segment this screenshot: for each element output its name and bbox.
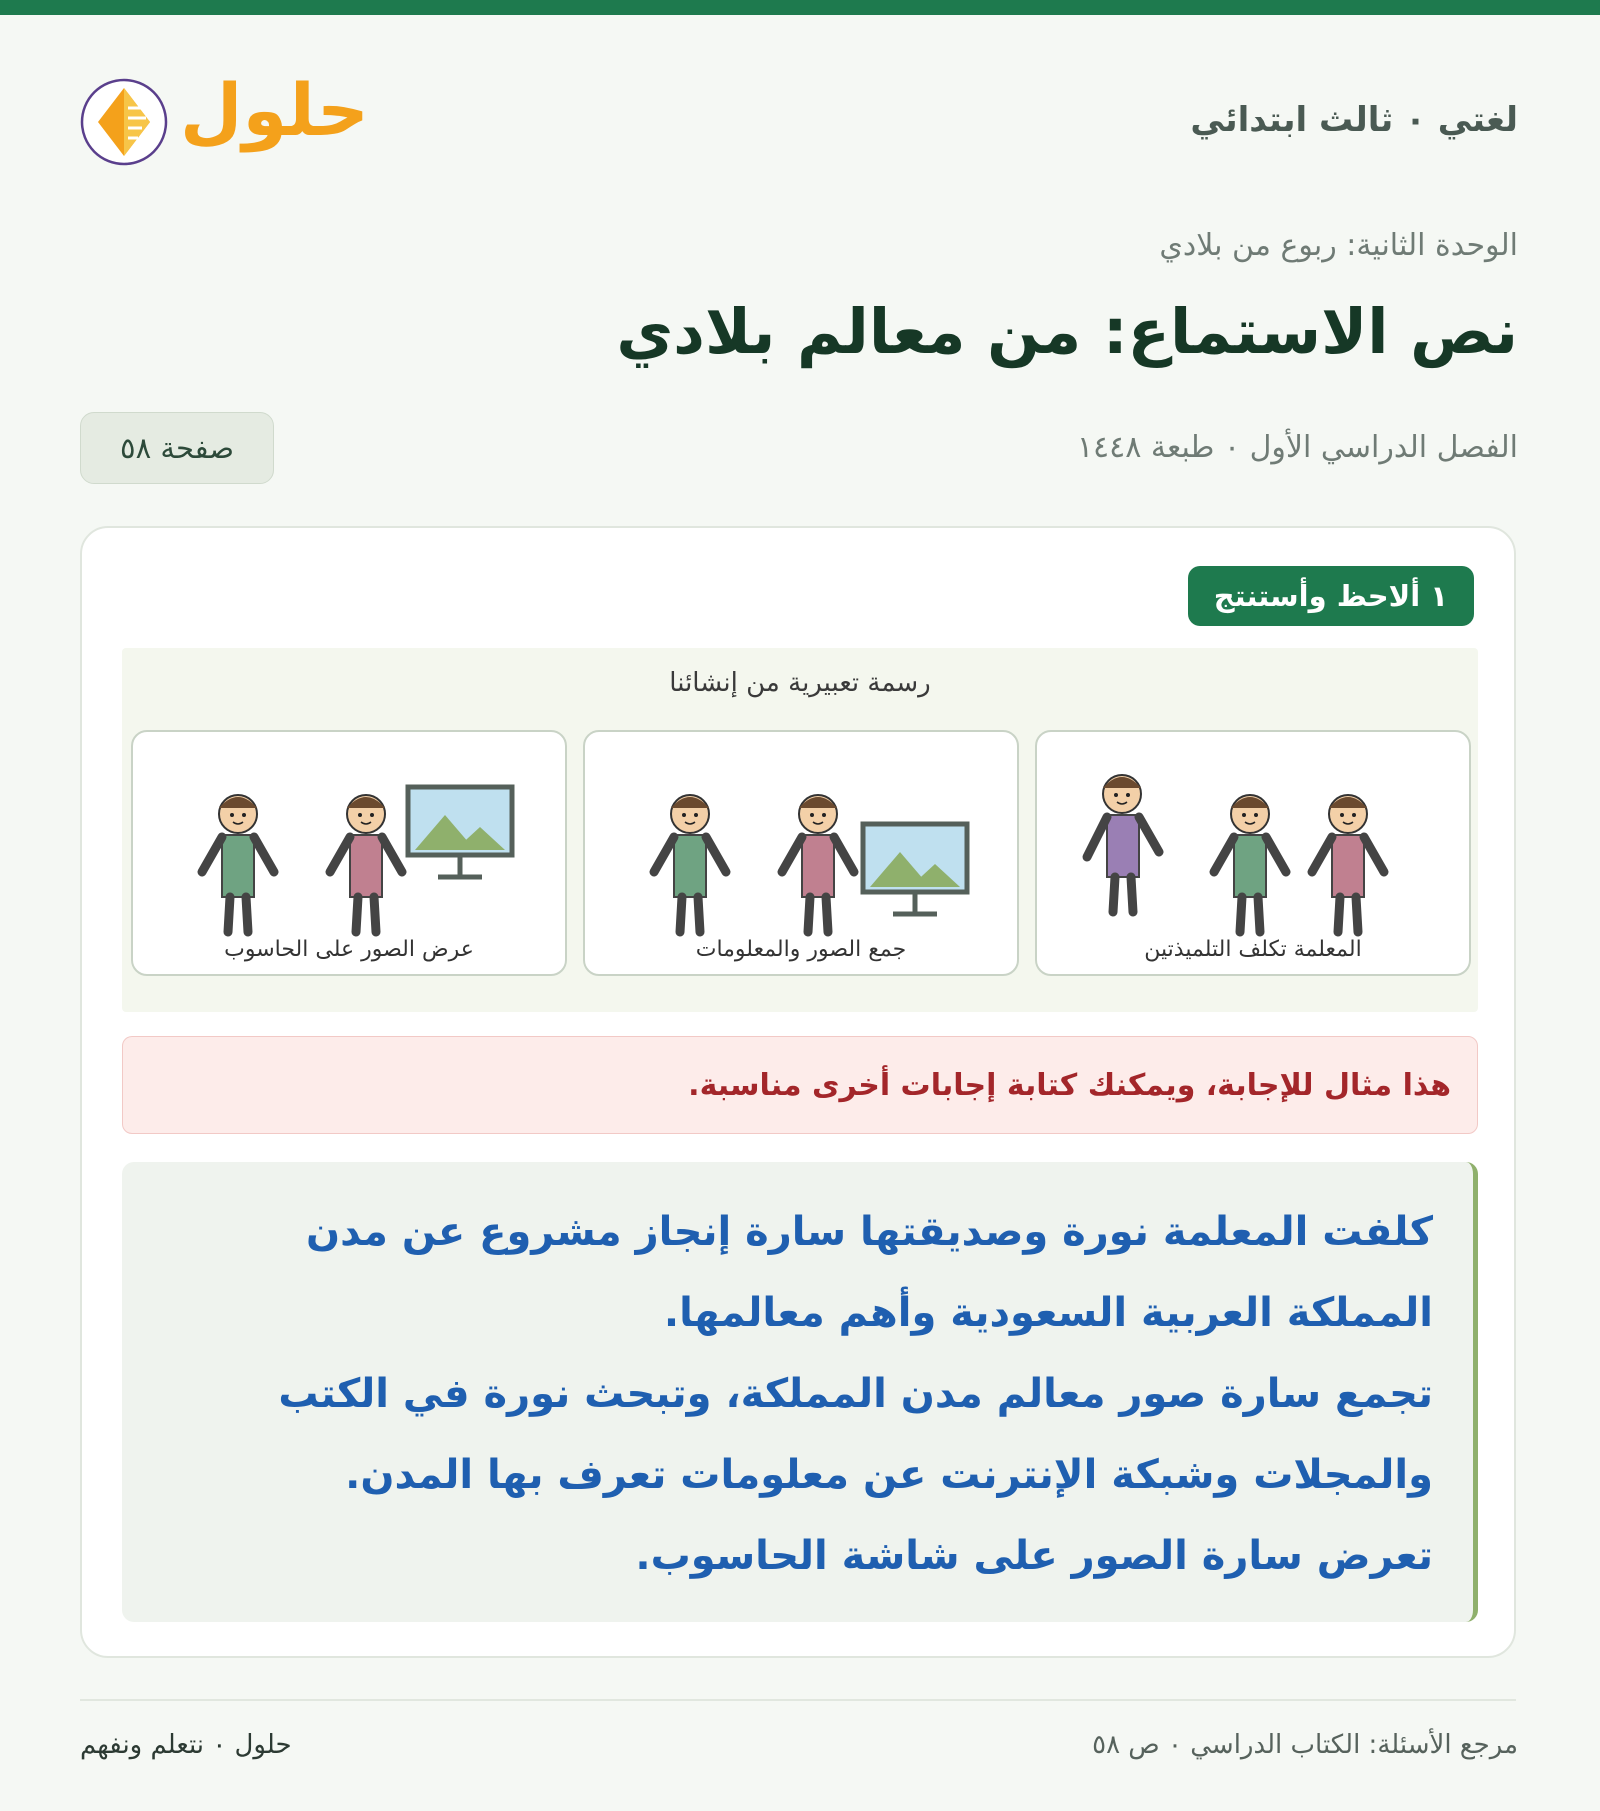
semester-edition-label: الفصل الدراسي الأول ٠ طبعة ١٤٤٨ — [1076, 430, 1518, 465]
panel-caption: جمع الصور والمعلومات — [695, 937, 907, 962]
unit-label: الوحدة الثانية: ربوع من بلادي — [1159, 228, 1518, 263]
student-figure-icon — [1312, 795, 1384, 932]
student-figure-icon — [202, 795, 274, 932]
teacher-figure-icon — [1087, 775, 1159, 912]
student-figure-icon — [330, 795, 402, 932]
illustration-panel-display — [131, 730, 567, 976]
site-logo[interactable] — [80, 66, 370, 176]
page-title: نص الاستماع: من معالم بلادي — [616, 295, 1518, 368]
answer-box — [122, 1162, 1478, 1622]
footer-reference: مرجع الأسئلة: الكتاب الدراسي ٠ ص ٥٨ — [1092, 1730, 1518, 1760]
answer-line: كلفت المعلمة نورة وصديقتها سارة إنجاز مشروع عن مدن — [305, 1209, 1433, 1255]
page-number-badge: صفحة ٥٨ — [80, 412, 274, 484]
illustration-panel-collect — [583, 730, 1019, 976]
panel-caption: عرض الصور على الحاسوب — [224, 937, 474, 962]
footer-divider — [80, 1699, 1516, 1701]
student-figure-icon — [782, 795, 854, 932]
top-accent-bar — [0, 0, 1600, 15]
panel-caption: المعلمة تكلف التلميذتين — [1144, 937, 1362, 962]
example-answer-note: هذا مثال للإجابة، ويمكنك كتابة إجابات أخرى مناسبة. — [122, 1036, 1478, 1134]
illustration-area — [122, 648, 1478, 1012]
exercise-card — [80, 526, 1516, 1658]
student-figure-icon — [1214, 795, 1286, 932]
answer-line: المملكة العربية السعودية وأهم معالمها. — [663, 1290, 1433, 1336]
illustration-panel-teacher — [1035, 730, 1471, 976]
student-figure-icon — [654, 795, 726, 932]
answer-line: والمجلات وشبكة الإنترنت عن معلومات تعرف بها المدن. — [345, 1452, 1433, 1498]
answer-line: تعرض سارة الصور على شاشة الحاسوب. — [635, 1533, 1433, 1579]
answer-line: تجمع سارة صور معالم مدن المملكة، وتبحث نورة في الكتب — [278, 1371, 1433, 1417]
illustration-caption: رسمة تعبيرية من إنشائنا — [669, 668, 931, 698]
footer-brand: حلول ٠ نتعلم ونفهم — [80, 1730, 292, 1760]
section-badge: ١ ألاحظ وأستنتج — [1188, 566, 1474, 626]
logo-text: حلول — [180, 68, 369, 152]
monitor-icon — [408, 787, 512, 877]
subject-grade-label: لغتي ٠ ثالث ابتدائي — [1190, 100, 1518, 140]
monitor-icon — [863, 824, 967, 914]
